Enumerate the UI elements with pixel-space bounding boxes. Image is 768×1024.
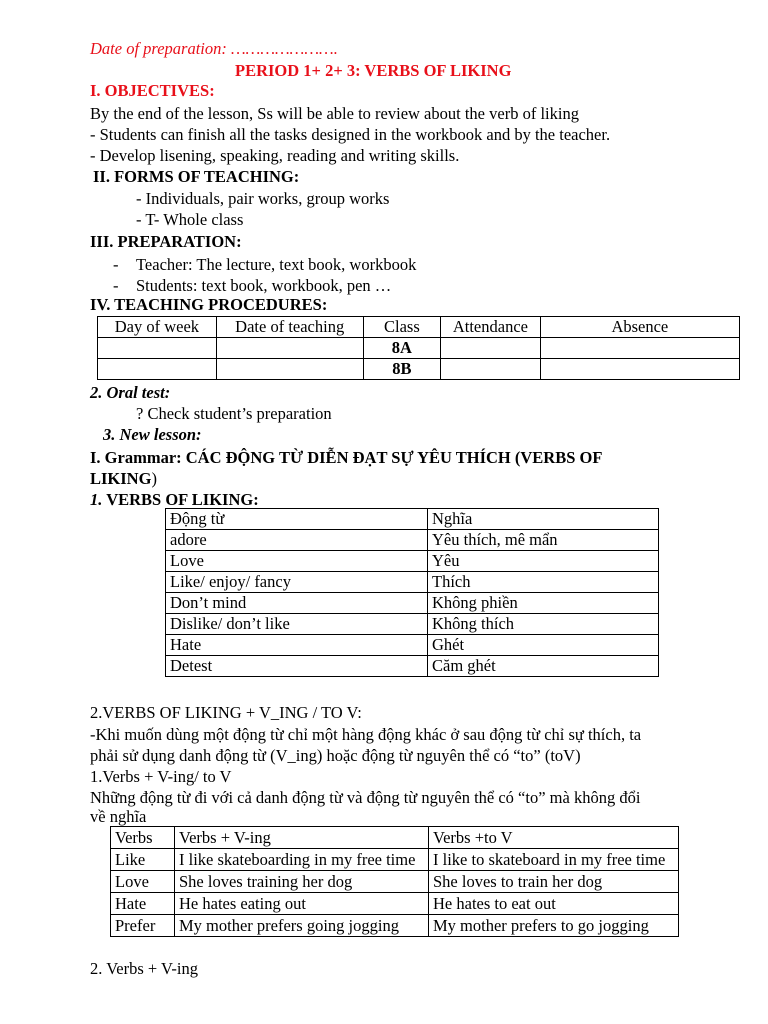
- period-title: PERIOD 1+ 2+ 3: VERBS OF LIKING: [235, 61, 512, 80]
- meaning-cell: Thích: [428, 572, 659, 593]
- subsection-heading: 1.Verbs + V-ing/ to V: [90, 767, 232, 786]
- date-label: Date of preparation:: [90, 39, 227, 58]
- preparation-item: Teacher: The lecture, text book, workbook: [136, 255, 417, 274]
- verb-cell: Like/ enjoy/ fancy: [166, 572, 428, 593]
- table-row: [98, 359, 740, 380]
- table-row: [166, 530, 659, 551]
- verb-cell: Don’t mind: [166, 593, 428, 614]
- bullet-dash: -: [113, 255, 119, 274]
- section2-paragraph: -Khi muốn dùng một động từ chỉ một hàng động khác ở sau động từ chỉ sự thích, ta: [90, 725, 642, 744]
- verb-cell: Detest: [166, 656, 428, 677]
- meaning-cell: Yêu thích, mê mẩn: [428, 530, 659, 551]
- table-row: [166, 593, 659, 614]
- tov-example-cell: My mother prefers to go jogging: [429, 915, 679, 937]
- table-header-row: [111, 827, 679, 849]
- meaning-cell: Không thích: [428, 614, 659, 635]
- section2-paragraph: phải sử dụng danh động từ (V_ing) hoặc động từ nguyên thể có “to” (toV): [90, 746, 581, 765]
- verb-cell: Love: [111, 871, 175, 893]
- ving-example-cell: She loves training her dog: [175, 871, 429, 893]
- table-cell: [216, 338, 363, 359]
- date-of-preparation: [90, 38, 338, 59]
- verb-cell: Prefer: [111, 915, 175, 937]
- new-lesson-heading: 3. New lesson:: [103, 425, 202, 444]
- preparation-heading: III. PREPARATION:: [90, 232, 242, 251]
- table-cell: [98, 359, 217, 380]
- table-header-cell: Verbs: [111, 827, 175, 849]
- table-header-cell: Day of week: [98, 317, 217, 338]
- table-row: [166, 635, 659, 656]
- class-cell: 8A: [363, 338, 440, 359]
- verb-cell: Hate: [111, 893, 175, 915]
- table-header-row: [166, 509, 659, 530]
- table-header-cell: Nghĩa: [428, 509, 659, 530]
- procedures-heading: IV. TEACHING PROCEDURES:: [90, 295, 328, 314]
- objectives-line: - Students can finish all the tasks designed in the workbook and by the teacher.: [90, 125, 611, 144]
- table-cell: [441, 338, 541, 359]
- grammar-heading: I. Grammar: CÁC ĐỘNG TỪ DIỄN ĐẠT SỰ YÊU THÍCH (VERBS OF: [90, 448, 603, 467]
- table-header-cell: Absence: [540, 317, 739, 338]
- grammar-heading-end: ): [151, 469, 157, 488]
- table-cell: [98, 338, 217, 359]
- table-header-cell: Động từ: [166, 509, 428, 530]
- oral-test-heading: 2. Oral test:: [90, 383, 171, 402]
- table-row: [98, 338, 740, 359]
- table-cell: [540, 359, 739, 380]
- verb-cell: Love: [166, 551, 428, 572]
- meaning-cell: Ghét: [428, 635, 659, 656]
- section2-heading: 2.VERBS OF LIKING + V_ING / TO V:: [90, 703, 362, 722]
- table-cell: [216, 359, 363, 380]
- heading-text: VERBS OF LIKING:: [102, 490, 259, 509]
- date-dots: ………………….: [231, 39, 338, 58]
- table-row: [111, 871, 679, 893]
- attendance-table: [97, 316, 740, 380]
- tov-example-cell: He hates to eat out: [429, 893, 679, 915]
- table-row: [111, 849, 679, 871]
- table-row: [166, 656, 659, 677]
- subsection-paragraph: về nghĩa: [90, 807, 147, 826]
- verb-cell: Like: [111, 849, 175, 871]
- ving-example-cell: He hates eating out: [175, 893, 429, 915]
- table-row: [166, 551, 659, 572]
- preparation-item: Students: text book, workbook, pen …: [136, 276, 392, 295]
- meaning-cell: Không phiền: [428, 593, 659, 614]
- meaning-cell: Căm ghét: [428, 656, 659, 677]
- meaning-cell: Yêu: [428, 551, 659, 572]
- subsection-paragraph: Những động từ đi với cả danh động từ và động từ nguyên thể có “to” mà không đổi: [90, 788, 641, 807]
- table-row: [111, 893, 679, 915]
- verb-cell: adore: [166, 530, 428, 551]
- table-header-cell: Class: [363, 317, 440, 338]
- forms-item: - T- Whole class: [136, 210, 244, 229]
- tov-example-cell: She loves to train her dog: [429, 871, 679, 893]
- objectives-heading: I. OBJECTIVES:: [90, 81, 215, 100]
- table-header-cell: Date of teaching: [216, 317, 363, 338]
- class-cell: 8B: [363, 359, 440, 380]
- oral-test-item: ? Check student’s preparation: [136, 404, 332, 423]
- examples-table: [110, 826, 679, 937]
- forms-heading: II. FORMS OF TEACHING:: [93, 167, 300, 186]
- bullet-dash: -: [113, 276, 119, 295]
- ving-example-cell: I like skateboarding in my free time: [175, 849, 429, 871]
- ving-example-cell: My mother prefers going jogging: [175, 915, 429, 937]
- objectives-line: - Develop lisening, speaking, reading and writing skills.: [90, 146, 460, 165]
- grammar-heading-cont: [90, 468, 157, 489]
- grammar-heading-bold: LIKING: [90, 469, 152, 488]
- table-row: [166, 572, 659, 593]
- table-row: [166, 614, 659, 635]
- table-row: [111, 915, 679, 937]
- verbs-of-liking-heading: [90, 489, 259, 510]
- table-header-cell: Verbs +to V: [429, 827, 679, 849]
- table-header-cell: Attendance: [441, 317, 541, 338]
- heading-number: 1.: [90, 490, 103, 509]
- table-header-cell: Verbs + V-ing: [175, 827, 429, 849]
- verbs-of-liking-table: [165, 508, 659, 677]
- forms-item: - Individuals, pair works, group works: [136, 189, 390, 208]
- verb-cell: Hate: [166, 635, 428, 656]
- table-header-row: [98, 317, 740, 338]
- table-cell: [540, 338, 739, 359]
- verb-cell: Dislike/ don’t like: [166, 614, 428, 635]
- subsection-heading: 2. Verbs + V-ing: [90, 959, 199, 978]
- objectives-line: By the end of the lesson, Ss will be able to review about the verb of liking: [90, 104, 579, 123]
- tov-example-cell: I like to skateboard in my free time: [429, 849, 679, 871]
- table-cell: [441, 359, 541, 380]
